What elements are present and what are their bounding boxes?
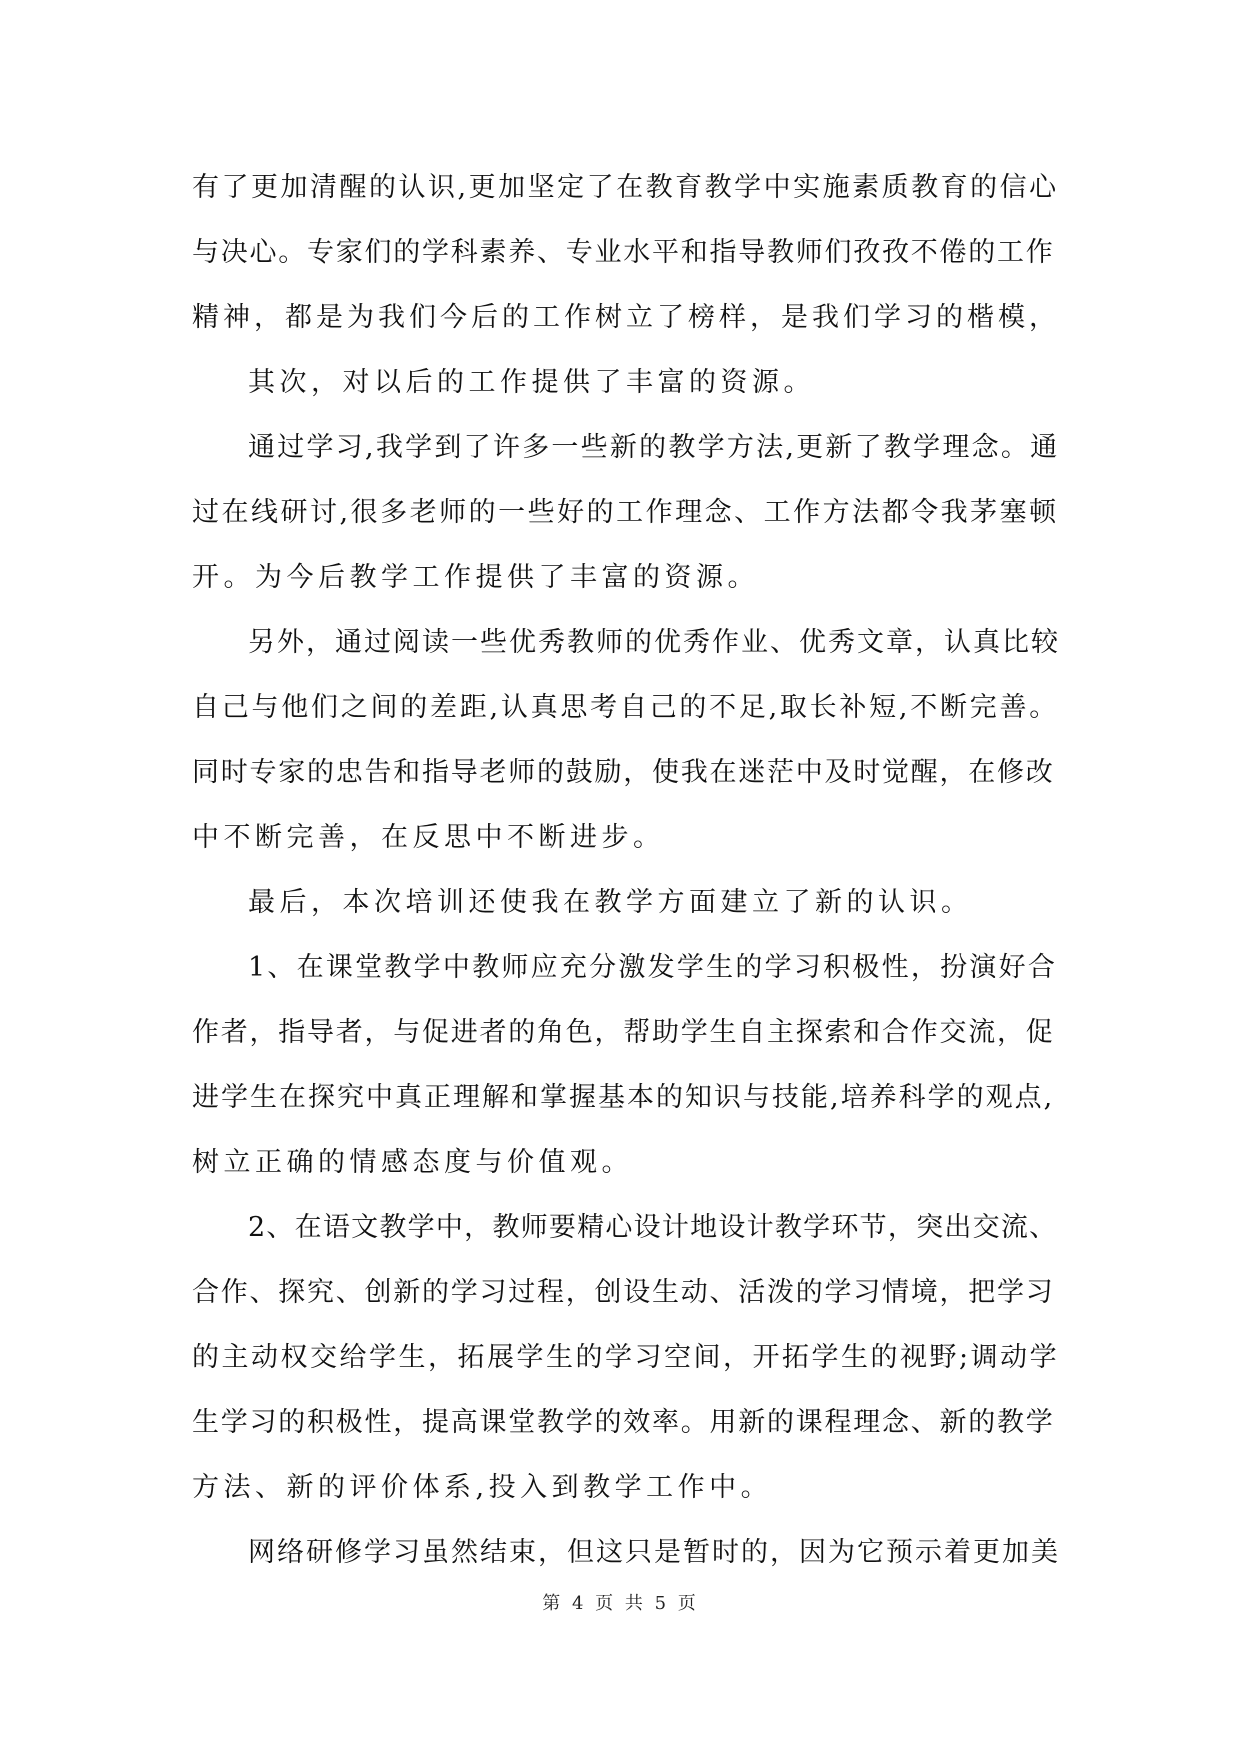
text-line: 树立正确的情感态度与价值观。: [192, 1147, 633, 1178]
text-line: 开。为今后教学工作提供了丰富的资源。: [192, 562, 759, 593]
document-body: [192, 155, 1060, 1585]
text-line: 2、在语文教学中，教师要精心设计地设计教学环节，突出交流、: [248, 1212, 1058, 1243]
text-line: 中不断完善，在反思中不断进步。: [192, 822, 665, 853]
text-line: 进学生在探究中真正理解和掌握基本的知识与技能,培养科学的观点,: [192, 1082, 1055, 1113]
text-line: 有了更加清醒的认识,更加坚定了在教育教学中实施素质教育的信心: [192, 172, 1059, 203]
text-line: 精神，都是为我们今后的工作树立了榜样，是我们学习的楷模，: [192, 302, 1060, 333]
text-line: 1、在课堂教学中教师应充分激发学生的学习积极性，扮演好合: [248, 952, 1058, 983]
text-line: 网络研修学习虽然结束，但这只是暂时的，因为它预示着更加美: [248, 1537, 1060, 1568]
text-line: 同时专家的忠告和指导老师的鼓励，使我在迷茫中及时觉醒，在修改: [192, 757, 1055, 788]
text-line: 另外，通过阅读一些优秀教师的优秀作业、优秀文章，认真比较: [248, 627, 1060, 658]
text-line: 自己与他们之间的差距,认真思考自己的不足,取长补短,不断完善。: [192, 692, 1059, 723]
text-line: 方法、新的评价体系,投入到教学工作中。: [192, 1472, 773, 1503]
text-line: 最后，本次培训还使我在教学方面建立了新的认识。: [248, 887, 973, 918]
text-line: 其次，对以后的工作提供了丰富的资源。: [248, 367, 815, 398]
text-line: 通过学习,我学到了许多一些新的教学方法,更新了教学理念。通: [248, 432, 1060, 463]
text-line: 过在线研讨,很多老师的一些好的工作理念、工作方法都令我茅塞顿: [192, 497, 1059, 528]
text-line: 与决心。专家们的学科素养、专业水平和指导教师们孜孜不倦的工作: [192, 237, 1055, 268]
page-number-footer: 第 4 页 共 5 页: [542, 1593, 699, 1614]
text-line: 合作、探究、创新的学习过程，创设生动、活泼的学习情境，把学习: [192, 1277, 1055, 1308]
text-line: 作者，指导者，与促进者的角色，帮助学生自主探索和合作交流，促: [192, 1017, 1055, 1048]
text-line: 生学习的积极性，提高课堂教学的效率。用新的课程理念、新的教学: [192, 1407, 1055, 1438]
text-line: 的主动权交给学生，拓展学生的学习空间，开拓学生的视野;调动学: [192, 1342, 1060, 1373]
